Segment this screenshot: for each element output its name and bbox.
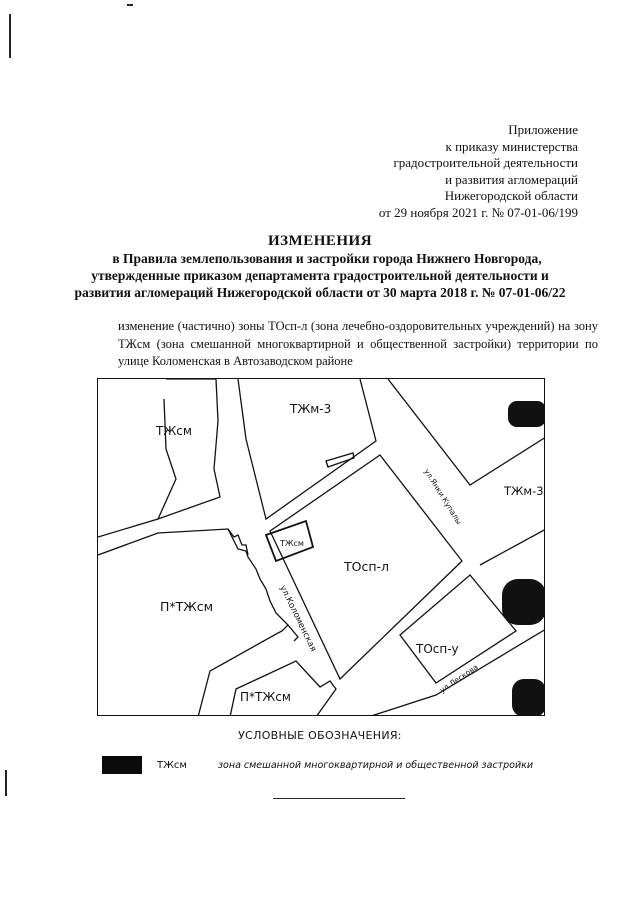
scan-mark-left-top <box>9 14 11 58</box>
block-outline-tzhm3-right <box>388 379 545 485</box>
heading-line: развития агломераций Нижегородской области от 30 марта 2018 г. № 07-01-06/22 <box>74 285 566 300</box>
appendix-line: градостроительной деятельности <box>393 155 578 171</box>
street-label-kupaly: ул.Янки Купалы <box>422 467 464 526</box>
street-label-leskova: ул.Лескова <box>438 662 480 695</box>
zone-label: ТЖсм <box>156 424 192 438</box>
appendix-line: к приказу министерства <box>445 138 578 154</box>
legend-code: ТЖсм <box>157 760 187 771</box>
heading-line: в Правила землепользования и застройки города Нижнего Новгорода, <box>112 251 542 266</box>
scan-blotch-right-bottom <box>512 679 545 716</box>
appendix-block <box>379 122 578 222</box>
scan-blotch-top-right <box>508 401 545 427</box>
appendix-line: и развития агломераций <box>445 171 578 187</box>
appendix-line: Приложение <box>508 122 578 137</box>
zoning-map-svg <box>98 379 545 716</box>
legend-title: УСЛОВНЫЕ ОБОЗНАЧЕНИЯ: <box>238 729 402 742</box>
block-outline-tzhm3-top <box>238 379 376 519</box>
scan-blotch-right-mid <box>502 579 545 625</box>
legend-description: зона смешанной многоквартирной и общественной застройки <box>218 760 534 771</box>
change-description: изменение (частично) зоны ТОсп-л (зона лечебно-оздоровительных учреждений) на зону ТЖсм (зона смешанной многоквартирной и общественной застройки) территории по улице Коломенская в Автозаводском районе <box>118 319 598 368</box>
zone-label: П*ТЖсм <box>160 599 214 614</box>
block-outline-tosp-u <box>400 575 516 683</box>
street-label-kolomenskaya: ул.Коломенская <box>277 583 319 654</box>
block-outline-p-tzhsm-small <box>230 661 336 716</box>
zone-label: ТЖм-3 <box>504 484 544 498</box>
block-outline-tzhsm-left <box>98 379 220 537</box>
scan-mark-left-bottom <box>5 770 7 796</box>
zone-label: ТЖм-3 <box>290 402 332 416</box>
zone-label: ТОсп-л <box>344 559 390 574</box>
legend-swatch-tzhsm <box>102 756 142 774</box>
document-heading <box>0 233 640 301</box>
block-outline-p-tzhsm-big <box>98 529 288 716</box>
block-outline-right-lower <box>480 529 545 565</box>
zone-label: ТЖсм <box>280 539 304 548</box>
heading-line: утвержденные приказом департамента градостроительной деятельности и <box>91 268 549 283</box>
appendix-order-date: от 29 ноября 2021 г. № 07-01-06/199 <box>378 204 578 220</box>
block-inner-line <box>158 399 176 519</box>
document-title: ИЗМЕНЕНИЯ <box>267 233 373 249</box>
appendix-line: Нижегородской области <box>444 188 578 204</box>
zoning-map <box>97 378 545 716</box>
end-separator-line <box>273 798 405 799</box>
block-small-rect <box>326 453 354 467</box>
zone-label: ТОсп-у <box>416 642 459 656</box>
zone-label: П*ТЖсм <box>240 690 291 704</box>
scan-dot-top <box>127 4 133 6</box>
